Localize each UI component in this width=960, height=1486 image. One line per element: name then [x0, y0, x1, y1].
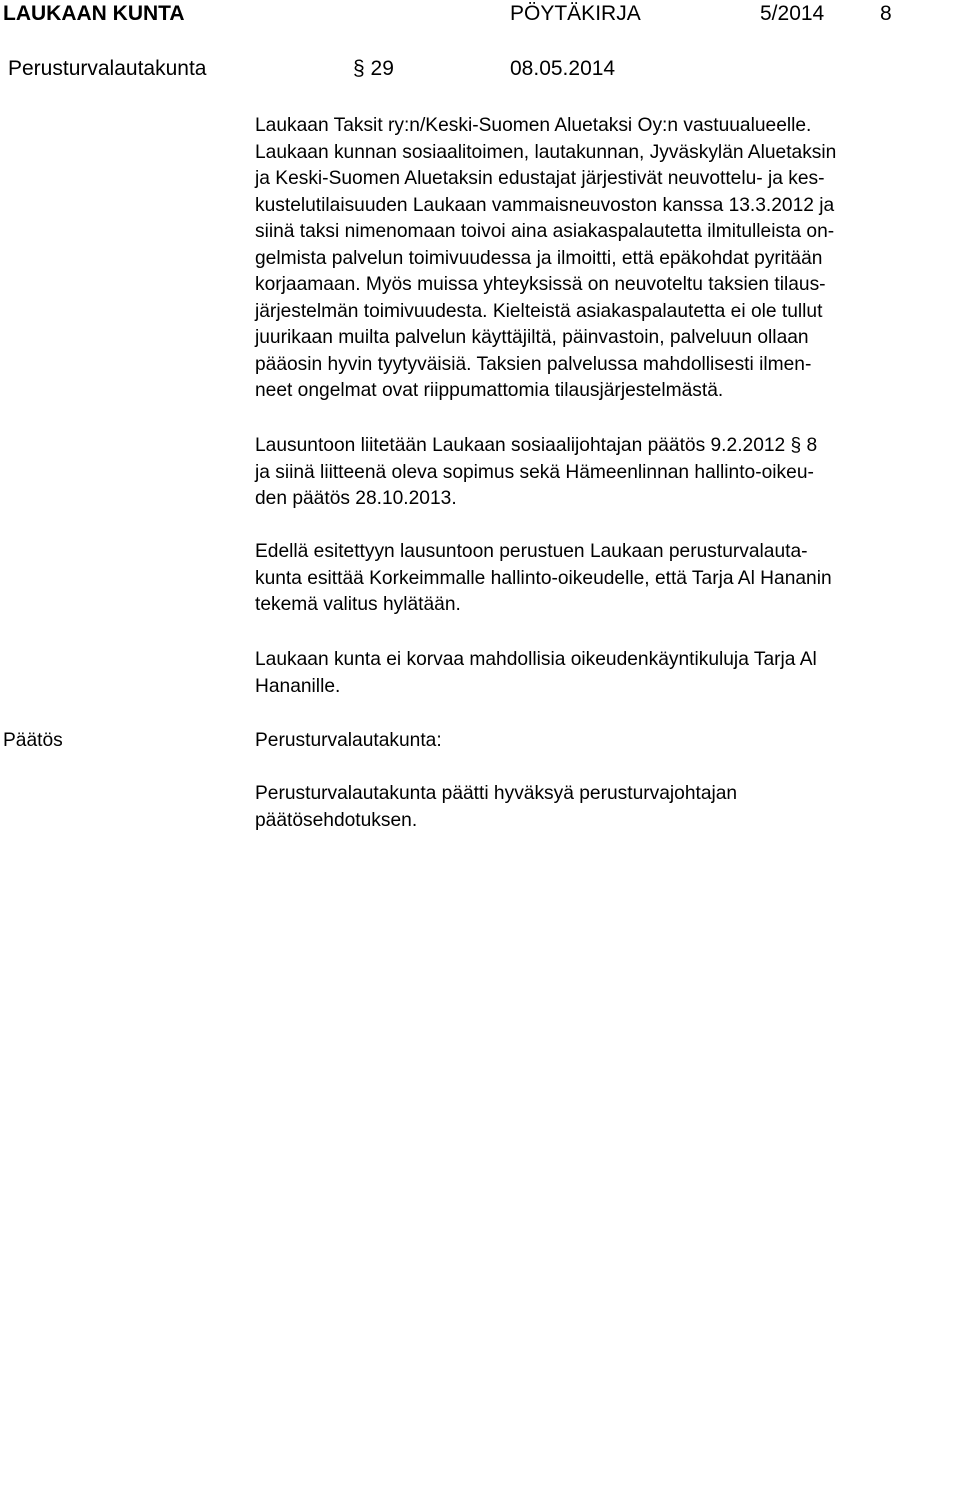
- committee-name: Perusturvalautakunta: [8, 57, 207, 80]
- decision-label: Päätös: [3, 730, 63, 751]
- document-type: PÖYTÄKIRJA: [510, 2, 641, 25]
- document-number: 5/2014: [760, 2, 825, 25]
- body-paragraph-3: Edellä esitettyyn lausuntoon perustuen Laukaan perusturvalauta- kunta esittää Korkeimmalle hallinto-oikeudelle, että Tarja Al Hananin tekemä valitus hylätään.: [255, 541, 832, 615]
- decision-text: Perusturvalautakunta päätti hyväksyä perusturvajohtajan päätösehdotuksen.: [255, 783, 738, 831]
- page-number: 8: [880, 2, 892, 25]
- body-paragraph-4: Laukaan kunta ei korvaa mahdollisia oikeudenkäyntikuluja Tarja Al Hananille.: [255, 649, 817, 697]
- section-number: § 29: [353, 57, 394, 80]
- meeting-date: 08.05.2014: [510, 57, 616, 80]
- decision-body-name: Perusturvalautakunta:: [255, 730, 442, 751]
- municipality-name: LAUKAAN KUNTA: [3, 2, 185, 25]
- body-paragraph-1: Laukaan Taksit ry:n/Keski-Suomen Aluetaksi Oy:n vastuualueelle. Laukaan kunnan sosiaalitoimen, lautakunnan, Jyväskylän Aluetaksin ja Keski-Suomen Aluetaksin edustajat järjestivät neuvottelu- ja kes- kustelutilaisuuden Laukaan vammaisneuvoston kanssa 13.3.2012 ja siinä taksi nimenomaan toivoi aina asiakaspalautetta ilmitulleista on- gelmista palvelun toimivuudessa ja ilmoitti, että epäkohdat pyritään korjaamaan. Myös muissa yhteyksissä on neuvoteltu taksien tilaus- järjestelmän toimivuudesta. Kielteistä asiakaspalautetta ei ole tullut juurikaan muilta palvelun käyttäjiltä, päinvastoin, palveluun ollaan pääosin hyvin tyytyväisiä. Taksien palvelussa mahdollisesti ilmen- neet ongelmat ovat riippumattomia tilausjärjestelmästä.: [255, 115, 837, 401]
- body-paragraph-2: Lausuntoon liitetään Laukaan sosiaalijohtajan päätös 9.2.2012 § 8 ja siinä liitteenä oleva sopimus sekä Hämeenlinnan hallinto-oikeu- den päätös 28.10.2013.: [255, 435, 818, 509]
